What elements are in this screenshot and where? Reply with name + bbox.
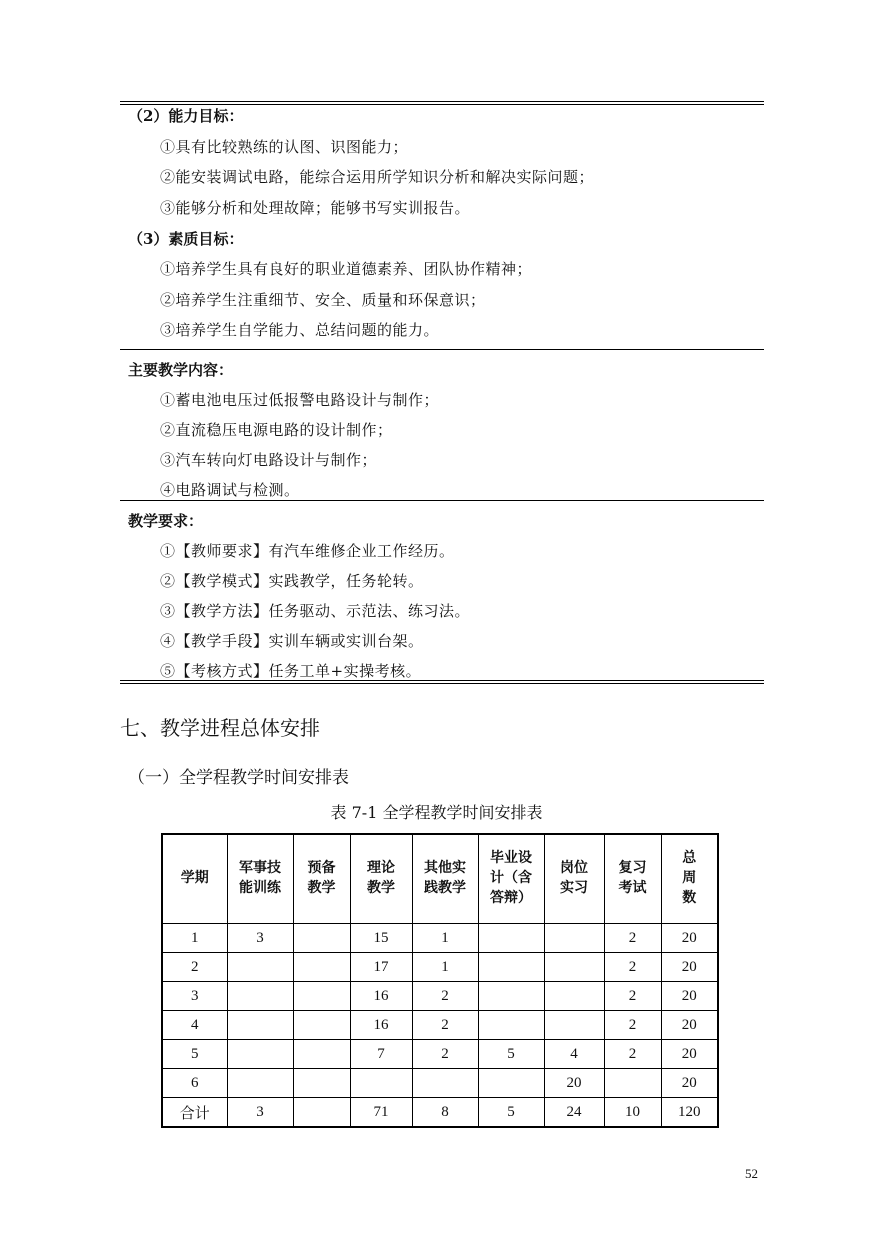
table-cell xyxy=(293,1098,350,1128)
ability-item-2: ②能安装调试电路，能综合运用所学知识分析和解决实际问题； xyxy=(160,168,595,186)
table-header-row xyxy=(162,834,718,924)
teaching-content-heading: 主要教学内容： xyxy=(128,361,234,379)
table-cell: 2 xyxy=(412,982,478,1011)
content-item-1: ①蓄电池电压过低报警电路设计与制作； xyxy=(160,391,440,409)
ability-item-1: ①具有比较熟练的认图、识图能力； xyxy=(160,138,409,156)
header-semester: 学期 xyxy=(162,834,227,924)
table-cell: 2 xyxy=(412,1040,478,1069)
table-cell xyxy=(227,953,293,982)
table-cell: 10 xyxy=(604,1098,661,1128)
table-cell: 2 xyxy=(604,924,661,953)
table-cell xyxy=(478,1069,544,1098)
table-cell: 20 xyxy=(661,924,718,953)
table-caption: 表 7-1 全学程教学时间安排表 xyxy=(330,803,543,822)
requirement-item-2: ②【教学模式】实践教学，任务轮转。 xyxy=(160,572,424,590)
table-cell: 20 xyxy=(661,1011,718,1040)
table-cell: 20 xyxy=(661,953,718,982)
table-cell xyxy=(293,924,350,953)
header-military: 军事技能训练 xyxy=(227,834,293,924)
page-number: 52 xyxy=(745,1166,758,1181)
table-cell: 2 xyxy=(604,982,661,1011)
divider-requirements xyxy=(120,500,764,501)
table-cell: 1 xyxy=(412,924,478,953)
table-row xyxy=(162,924,718,953)
table-cell: 7 xyxy=(350,1040,412,1069)
table-cell: 3 xyxy=(227,924,293,953)
table-row xyxy=(162,1069,718,1098)
table-cell xyxy=(227,1040,293,1069)
table-cell xyxy=(293,1011,350,1040)
quality-goal-heading: （3）素质目标： xyxy=(128,230,244,248)
table-cell: 3 xyxy=(162,982,227,1011)
table-cell: 15 xyxy=(350,924,412,953)
content-item-2: ②直流稳压电源电路的设计制作； xyxy=(160,421,393,439)
table-cell xyxy=(544,953,604,982)
table-cell: 20 xyxy=(544,1069,604,1098)
table-cell xyxy=(293,1040,350,1069)
table-cell: 4 xyxy=(162,1011,227,1040)
table-row xyxy=(162,1011,718,1040)
table-cell: 1 xyxy=(162,924,227,953)
table-cell: 17 xyxy=(350,953,412,982)
header-review-exam: 复习考试 xyxy=(604,834,661,924)
schedule-table xyxy=(161,833,719,1128)
table-cell xyxy=(293,1069,350,1098)
table-cell: 71 xyxy=(350,1098,412,1128)
table-row xyxy=(162,953,718,982)
table-cell xyxy=(412,1069,478,1098)
table-row xyxy=(162,1040,718,1069)
table-cell: 16 xyxy=(350,1011,412,1040)
table-cell xyxy=(227,1011,293,1040)
table-cell xyxy=(350,1069,412,1098)
teaching-requirements-heading: 教学要求： xyxy=(128,512,204,530)
header-other-practice: 其他实践教学 xyxy=(412,834,478,924)
table-cell xyxy=(478,953,544,982)
table-cell: 20 xyxy=(661,982,718,1011)
table-cell: 8 xyxy=(412,1098,478,1128)
requirement-item-4: ④【教学手段】实训车辆或实训台架。 xyxy=(160,632,424,650)
table-body xyxy=(162,924,718,1128)
table-cell xyxy=(293,953,350,982)
header-preparatory: 预备教学 xyxy=(293,834,350,924)
table-cell: 20 xyxy=(661,1069,718,1098)
table-cell: 5 xyxy=(478,1098,544,1128)
table-row xyxy=(162,1098,718,1128)
table-cell xyxy=(604,1069,661,1098)
table-cell xyxy=(227,982,293,1011)
table-cell: 16 xyxy=(350,982,412,1011)
header-total-weeks: 总周数 xyxy=(661,834,718,924)
table-cell: 6 xyxy=(162,1069,227,1098)
table-cell: 20 xyxy=(661,1040,718,1069)
table-cell xyxy=(544,982,604,1011)
table-cell: 24 xyxy=(544,1098,604,1128)
header-theory: 理论教学 xyxy=(350,834,412,924)
table-cell xyxy=(227,1069,293,1098)
ability-item-3: ③能够分析和处理故障；能够书写实训报告。 xyxy=(160,199,471,217)
requirement-item-5: ⑤【考核方式】任务工单+实操考核。 xyxy=(160,662,422,680)
requirement-item-1: ①【教师要求】有汽车维修企业工作经历。 xyxy=(160,542,455,560)
table-cell xyxy=(478,924,544,953)
table-row xyxy=(162,982,718,1011)
content-item-4: ④电路调试与检测。 xyxy=(160,481,300,499)
table-cell: 2 xyxy=(412,1011,478,1040)
subsection-title: （一）全学程教学时间安排表 xyxy=(128,768,349,788)
table-cell: 3 xyxy=(227,1098,293,1128)
table-cell: 4 xyxy=(544,1040,604,1069)
quality-item-1: ①培养学生具有良好的职业道德素养、团队协作精神； xyxy=(160,260,533,278)
header-graduation-design: 毕业设计（含答辩） xyxy=(478,834,544,924)
content-item-3: ③汽车转向灯电路设计与制作； xyxy=(160,451,378,469)
table-cell xyxy=(544,924,604,953)
table-cell: 2 xyxy=(604,1040,661,1069)
quality-item-2: ②培养学生注重细节、安全、质量和环保意识； xyxy=(160,291,486,309)
divider-content xyxy=(120,349,764,350)
table-cell: 2 xyxy=(604,1011,661,1040)
table-cell: 120 xyxy=(661,1098,718,1128)
table-cell: 5 xyxy=(478,1040,544,1069)
table-cell: 2 xyxy=(604,953,661,982)
header-internship: 岗位实习 xyxy=(544,834,604,924)
quality-item-3: ③培养学生自学能力、总结问题的能力。 xyxy=(160,321,440,339)
requirement-item-3: ③【教学方法】任务驱动、示范法、练习法。 xyxy=(160,602,471,620)
table-cell xyxy=(478,1011,544,1040)
ability-goal-heading: （2）能力目标： xyxy=(128,107,244,125)
table-cell xyxy=(293,982,350,1011)
table-cell: 2 xyxy=(162,953,227,982)
table-cell xyxy=(544,1011,604,1040)
section-title: 七、教学进程总体安排 xyxy=(120,716,320,740)
bottom-double-rule xyxy=(120,680,764,684)
table-cell: 1 xyxy=(412,953,478,982)
table-cell xyxy=(478,982,544,1011)
table-cell: 5 xyxy=(162,1040,227,1069)
table-cell: 合计 xyxy=(162,1098,227,1128)
